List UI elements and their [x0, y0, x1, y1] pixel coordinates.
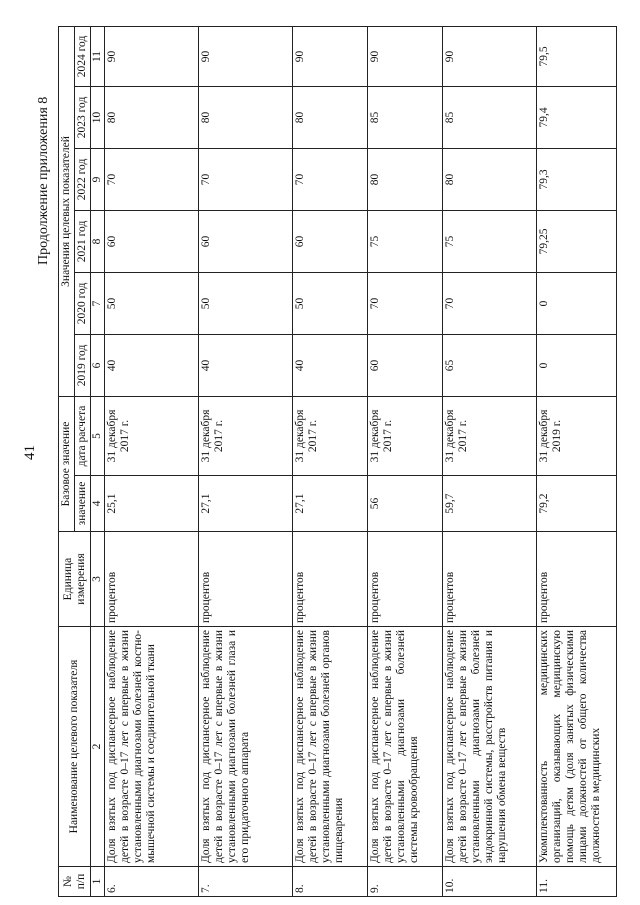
column-index: 9	[91, 148, 105, 210]
header-year: 2020 год	[75, 272, 91, 334]
header-year: 2024 год	[75, 26, 91, 86]
value-2022: 70	[293, 148, 368, 210]
value-2021: 75	[368, 210, 443, 272]
value-2019: 40	[293, 334, 368, 396]
row-number: 8.	[293, 867, 368, 897]
base-value-cell: 25,1	[105, 476, 199, 532]
column-index: 7	[91, 272, 105, 334]
value-2023: 85	[368, 86, 443, 148]
header-year: 2021 год	[75, 210, 91, 272]
table-row	[537, 26, 617, 896]
base-date-cell: 31 декабря 2017 г.	[199, 396, 293, 475]
value-2024: 90	[293, 26, 368, 86]
column-index: 4	[91, 476, 105, 532]
target-indicators-table	[58, 26, 617, 897]
table-row	[199, 26, 293, 896]
value-2021: 60	[105, 210, 199, 272]
base-date-cell: 31 декабря 2017 г.	[293, 396, 368, 475]
row-number: 7.	[199, 867, 293, 897]
column-index: 2	[91, 627, 105, 867]
value-2020: 50	[199, 272, 293, 334]
indicator-name: Доля взятых под диспансерное наблюдение детей в возрасте 0–17 лет с впервые в жизни установленными диагнозами болезней органов пищеварения	[293, 627, 368, 867]
unit-cell: процентов	[105, 532, 199, 627]
base-value-cell: 79,2	[537, 476, 617, 532]
table-row	[368, 26, 443, 896]
column-index-row	[91, 26, 105, 896]
unit-cell: процентов	[443, 532, 537, 627]
header-base-value: значение	[75, 476, 91, 532]
base-value-cell: 27,1	[293, 476, 368, 532]
header-year: 2019 год	[75, 334, 91, 396]
value-2020: 70	[368, 272, 443, 334]
value-2023: 80	[293, 86, 368, 148]
value-2022: 80	[368, 148, 443, 210]
value-2023: 79,4	[537, 86, 617, 148]
header-number: № п/п	[59, 867, 91, 897]
page-number: 41	[22, 445, 38, 460]
row-number: 6.	[105, 867, 199, 897]
appendix-continuation-label: Продолжение приложения 8	[36, 96, 51, 265]
value-2020: 50	[293, 272, 368, 334]
header-base-date: дата расчета	[75, 396, 91, 475]
base-value-cell: 27,1	[199, 476, 293, 532]
header-base-value-group: Базовое значение	[59, 396, 75, 531]
value-2021: 75	[443, 210, 537, 272]
indicator-name: Укомплектованность медицинских организаций, оказывающих медицинскую помощь детям (доля занятых физическими лицами должностей от общего количества должностей в медицинских	[537, 627, 617, 867]
column-index: 6	[91, 334, 105, 396]
value-2019: 40	[105, 334, 199, 396]
column-index: 10	[91, 86, 105, 148]
value-2024: 90	[105, 26, 199, 86]
table-row	[293, 26, 368, 896]
header-target-values-group: Значения целевых показателей	[59, 26, 75, 396]
value-2021: 60	[293, 210, 368, 272]
column-index: 1	[91, 867, 105, 897]
row-number: 9.	[368, 867, 443, 897]
base-date-cell: 31 декабря 2017 г.	[443, 396, 537, 475]
column-index: 5	[91, 396, 105, 475]
value-2022: 79,3	[537, 148, 617, 210]
indicator-name: Доля взятых под диспансерное наблюдение детей в возрасте 0–17 лет с впервые в жизни установленными диагнозами болезней глаза и его придаточного аппарата	[199, 627, 293, 867]
value-2024: 90	[199, 26, 293, 86]
base-date-cell: 31 декабря 2019 г.	[537, 396, 617, 475]
indicator-name: Доля взятых под диспансерное наблюдение детей в возрасте 0–17 лет с впервые в жизни установленными диагнозами болезней системы кровообращения	[368, 627, 443, 867]
base-date-cell: 31 декабря 2017 г.	[105, 396, 199, 475]
value-2020: 0	[537, 272, 617, 334]
value-2021: 79,25	[537, 210, 617, 272]
value-2023: 80	[199, 86, 293, 148]
base-date-cell: 31 декабря 2017 г.	[368, 396, 443, 475]
value-2019: 0	[537, 334, 617, 396]
value-2022: 80	[443, 148, 537, 210]
row-number: 11.	[537, 867, 617, 897]
value-2019: 60	[368, 334, 443, 396]
value-2021: 60	[199, 210, 293, 272]
value-2019: 40	[199, 334, 293, 396]
value-2020: 50	[105, 272, 199, 334]
value-2023: 80	[105, 86, 199, 148]
row-number: 10.	[443, 867, 537, 897]
value-2019: 65	[443, 334, 537, 396]
unit-cell: процентов	[199, 532, 293, 627]
unit-cell: процентов	[368, 532, 443, 627]
value-2024: 90	[443, 26, 537, 86]
column-index: 8	[91, 210, 105, 272]
value-2023: 85	[443, 86, 537, 148]
indicator-name: Доля взятых под диспансерное наблюдение детей в возрасте 0–17 лет с впервые в жизни установленными диагнозами болезней костно-мышечной системы и соединительной ткани	[105, 627, 199, 867]
value-2022: 70	[199, 148, 293, 210]
value-2020: 70	[443, 272, 537, 334]
unit-cell: процентов	[537, 532, 617, 627]
column-index: 11	[91, 26, 105, 86]
column-index: 3	[91, 532, 105, 627]
indicator-name: Доля взятых под диспансерное наблюдение детей в возрасте 0–17 лет с впервые в жизни установленными диагнозами болезней эндокринной системы, расстройств питания и нарушения обмена веществ	[443, 627, 537, 867]
header-indicator-name: Наименование целевого показателя	[59, 627, 91, 867]
value-2024: 79,5	[537, 26, 617, 86]
value-2024: 90	[368, 26, 443, 86]
base-value-cell: 56	[368, 476, 443, 532]
table-row	[105, 26, 199, 896]
header-year: 2022 год	[75, 148, 91, 210]
unit-cell: процентов	[293, 532, 368, 627]
base-value-cell: 59,7	[443, 476, 537, 532]
header-unit: Единица измерения	[59, 532, 91, 627]
table-row	[443, 26, 537, 896]
header-year: 2023 год	[75, 86, 91, 148]
value-2022: 70	[105, 148, 199, 210]
